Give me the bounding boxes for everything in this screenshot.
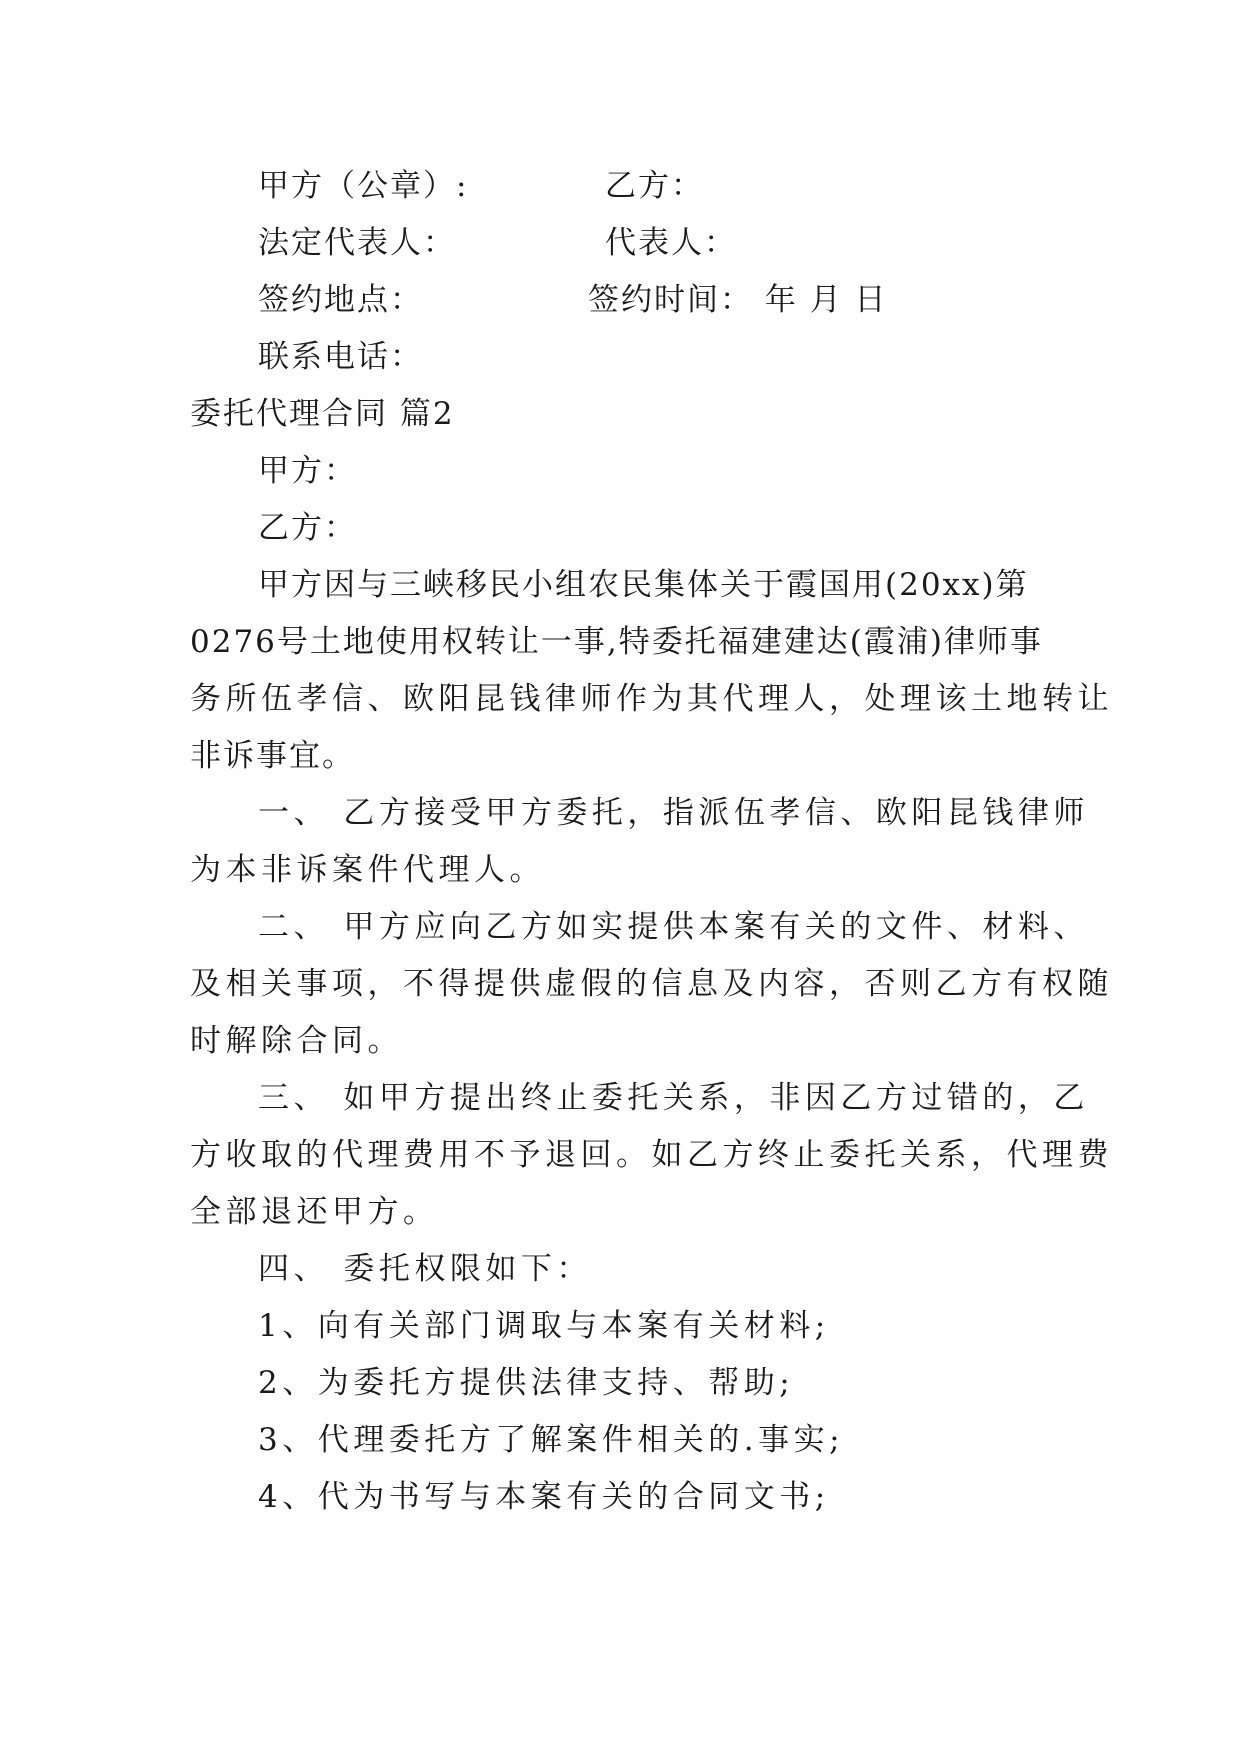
intro-line: 0276号土地使用权转让一事,特委托福建建达(霞浦)律师事 — [190, 624, 1043, 660]
party-b-label: 乙方： — [605, 168, 704, 204]
party-a-label: 甲方： — [258, 453, 357, 489]
section-title: 委托代理合同 篇2 — [190, 396, 455, 432]
clause-3-line: 三、 如甲方提出终止委托关系，非因乙方过错的，乙 — [258, 1080, 1089, 1116]
intro-line: 甲方因与三峡移民小组农民集体关于霞国用(20xx)第 — [258, 567, 1029, 603]
authority-item: 4、代为书写与本案有关的合同文书; — [258, 1479, 830, 1515]
legal-rep-label: 法定代表人： — [258, 225, 456, 261]
authority-item: 1、向有关部门调取与本案有关材料; — [258, 1308, 830, 1344]
intro-line: 非诉事宜。 — [190, 738, 355, 774]
clause-2-line: 时解除合同。 — [190, 1023, 403, 1059]
clause-1-line: 一、 乙方接受甲方委托，指派伍孝信、欧阳昆钱律师 — [258, 795, 1089, 831]
rep-label: 代表人： — [605, 225, 737, 261]
clause-2-line: 及相关事项，不得提供虚假的信息及内容，否则乙方有权随 — [190, 966, 1113, 1002]
clause-3-line: 全部退还甲方。 — [190, 1194, 439, 1230]
authority-item: 3、代理委托方了解案件相关的.事实; — [258, 1422, 845, 1458]
party-a-seal-label: 甲方（公章）: — [258, 168, 469, 204]
clause-4-line: 四、 委托权限如下： — [258, 1251, 592, 1287]
intro-line: 务所伍孝信、欧阳昆钱律师作为其代理人，处理该土地转让 — [190, 681, 1113, 717]
sign-time-label: 签约时间： 年 月 日 — [588, 282, 888, 318]
authority-item: 2、为委托方提供法律支持、帮助; — [258, 1365, 795, 1401]
clause-2-line: 二、 甲方应向乙方如实提供本案有关的文件、材料、 — [258, 909, 1089, 945]
sign-place-label: 签约地点： — [258, 282, 423, 318]
phone-label: 联系电话： — [258, 339, 423, 375]
clause-3-line: 方收取的代理费用不予退回。如乙方终止委托关系，代理费 — [190, 1137, 1113, 1173]
party-b-label-2: 乙方： — [258, 510, 357, 546]
clause-1-line: 为本非诉案件代理人。 — [190, 852, 545, 888]
